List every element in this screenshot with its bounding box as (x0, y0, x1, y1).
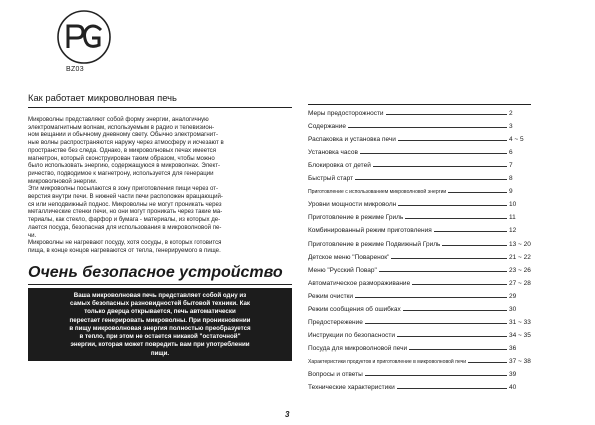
toc-entry[interactable] (308, 183, 531, 196)
toc-leader-line (468, 362, 507, 363)
toc-entry[interactable] (308, 340, 531, 353)
toc-entry[interactable] (308, 131, 531, 144)
safety-title: Очень безопасное устройство (28, 264, 292, 285)
toc-leader-line (386, 114, 507, 115)
toc-entry-page: 30 (509, 305, 517, 313)
certification-mark-icon (55, 8, 113, 66)
toc-leader-line (398, 140, 507, 141)
toc-entry[interactable] (308, 327, 531, 340)
page-number: 3 (285, 410, 290, 419)
toc-entry[interactable] (308, 262, 531, 275)
toc-leader-line (373, 166, 507, 167)
toc-entry-label: Приготовление в режиме Гриль (308, 214, 404, 222)
toc-entry-label: Детское меню "Поваренок" (308, 253, 390, 261)
intro-section (28, 92, 292, 361)
toc-entry-label: Меры предосторожности (308, 110, 384, 118)
toc-leader-line (412, 284, 507, 285)
toc-entry-label: Блокировка от детей (308, 162, 371, 170)
toc-entry[interactable] (308, 157, 531, 170)
toc-entry-label: Вопросы и ответы (308, 370, 363, 378)
toc-entry-label: Содержание (308, 123, 346, 131)
toc-leader-line (391, 258, 507, 259)
toc-entry-page: 10 (509, 201, 517, 209)
toc-entry-page: 29 (509, 292, 517, 300)
toc-entry-page: 3 (509, 123, 513, 131)
toc-leader-line (355, 297, 507, 298)
toc-entry[interactable] (308, 209, 531, 222)
toc-entry-label: Автоматическое размораживание (308, 279, 411, 287)
toc-leader-line (365, 323, 507, 324)
toc-entry-page: 8 (509, 175, 513, 183)
toc-entry-label: Режим сообщения об ошибках (308, 305, 401, 313)
toc-entry-page: 40 (509, 384, 517, 392)
toc-entry-label: Предостережение (308, 318, 363, 326)
toc-entry[interactable] (308, 379, 531, 392)
toc-leader-line (379, 271, 507, 272)
toc-leader-line (348, 127, 507, 128)
toc-entry[interactable] (308, 288, 531, 301)
toc-leader-line (405, 218, 507, 219)
table-of-contents (308, 104, 531, 392)
certification-code: BZ03 (66, 66, 84, 73)
toc-entry[interactable] (308, 222, 531, 235)
toc-entry-page: 31 ~ 33 (509, 318, 531, 326)
toc-entry[interactable] (308, 170, 531, 183)
toc-leader-line (403, 310, 507, 311)
toc-leader-line (442, 245, 507, 246)
toc-entry-page: 6 (509, 149, 513, 157)
toc-entry[interactable] (308, 301, 531, 314)
toc-entry-page: 4 ~ 5 (509, 136, 524, 144)
safety-notice: Ваша микроволновая печь представляет собой одну из самых безопасных разновидностей бытовой техники. Как только дверца открывается, печь автоматически перестает генерировать микроволны. При проникновении в пищу микроволновая энергия полностью преобразуется в тепло, при этом не остается никакой "остаточной" энергии, которая может повредить вам при употреблении пищи. (28, 288, 292, 361)
toc-leader-line (398, 205, 507, 206)
toc-entry[interactable] (308, 314, 531, 327)
toc-entry[interactable] (308, 353, 531, 366)
toc-leader-line (360, 153, 507, 154)
intro-paragraph-1: Микроволны представляют собой форму энергии, аналогичную электромагнитным волнам, используемым в радио и телевизион- ном вещании и обычному дневному свету. Обычно электромагнит- ные волны распространяются наружу через атмосферу и исчезают в пространстве без следа. Однако, в микроволновых печах имеется магнетрон, который сконструирован таким образом, чтобы можно было использовать энергию, содержащуюся в микроволнах. Элект- ричество, подводимое к магнетрону, используется для генерации микроволновой энергии. (28, 116, 224, 185)
toc-entry-page: 11 (509, 214, 516, 222)
toc-leader-line (448, 192, 507, 193)
toc-entry-page: 23 ~ 26 (509, 266, 531, 274)
toc-entry-page: 21 ~ 22 (509, 253, 531, 261)
intro-paragraph-3: Микроволны не нагревают посуду, хотя сосуды, в которых готовится пища, в конце концов нагреваются от тепла, генерируемого в пище. (28, 239, 222, 254)
toc-entry-label: Быстрый старт (308, 175, 354, 183)
toc-entry[interactable] (308, 196, 531, 209)
toc-entry[interactable] (308, 275, 531, 288)
toc-entry-label: Характеристики продуктов и приготовление в микроволновой печи (308, 358, 467, 365)
toc-leader-line (409, 349, 507, 350)
toc-leader-line (434, 231, 507, 232)
toc-entry-page: 39 (509, 370, 517, 378)
toc-entry[interactable] (308, 249, 531, 262)
toc-entry-label: Посуда для микроволновой печи (308, 344, 408, 352)
toc-leader-line (397, 336, 507, 337)
toc-entry-label: Технические характеристики (308, 384, 395, 392)
toc-entry[interactable] (308, 235, 531, 248)
toc-entry-label: Распаковка и установка печи (308, 136, 396, 144)
intro-paragraph-2: Эти микроволны посылаются в зону приготовления пищи через от- верстия внутри печи. В нижней части печи расположен вращающий- ся или неподвижный поднос. Микроволны не могут проникать через металлические стенки печи, но они могут проникать через такие ма- териалы, как стекло, фарфор и бумага - материалы, из которых де- лается посуда, безопасная для использования в микроволновой пе- чи. (28, 185, 223, 239)
toc-entry-label: Инструкции по безопасности (308, 331, 395, 339)
toc-entry-page: 34 ~ 35 (509, 331, 531, 339)
toc-entry-label: Режим очистки (308, 292, 354, 300)
toc-entry-label: Приготовление в режиме Подвижный Гриль (308, 240, 441, 248)
toc-entry-page: 2 (509, 110, 513, 118)
toc-entry-label: Уровни мощности микроволн (308, 201, 397, 209)
toc-entry[interactable] (308, 118, 531, 131)
toc-entry-label: Комбинированный режим приготовления (308, 227, 432, 235)
toc-entry-page: 37 ~ 38 (509, 357, 531, 365)
toc-entry[interactable] (308, 105, 531, 118)
toc-entry[interactable] (308, 366, 531, 379)
toc-entry-page: 13 ~ 20 (509, 240, 531, 248)
toc-leader-line (355, 179, 507, 180)
toc-entry[interactable] (308, 144, 531, 157)
toc-leader-line (365, 375, 507, 376)
toc-entry-page: 9 (509, 188, 513, 196)
toc-leader-line (397, 388, 507, 389)
toc-entry-page: 12 (509, 227, 517, 235)
toc-entry-label: Меню "Русский Повар" (308, 266, 377, 274)
toc-entry-page: 7 (509, 162, 513, 170)
toc-entry-page: 27 ~ 28 (509, 279, 531, 287)
toc-entry-label: Приготовление с использованием микроволновой энергии (308, 189, 447, 196)
intro-heading: Как работает микроволновая печь (28, 92, 292, 108)
toc-entry-label: Установка часов (308, 149, 358, 157)
toc-entry-page: 36 (509, 344, 517, 352)
